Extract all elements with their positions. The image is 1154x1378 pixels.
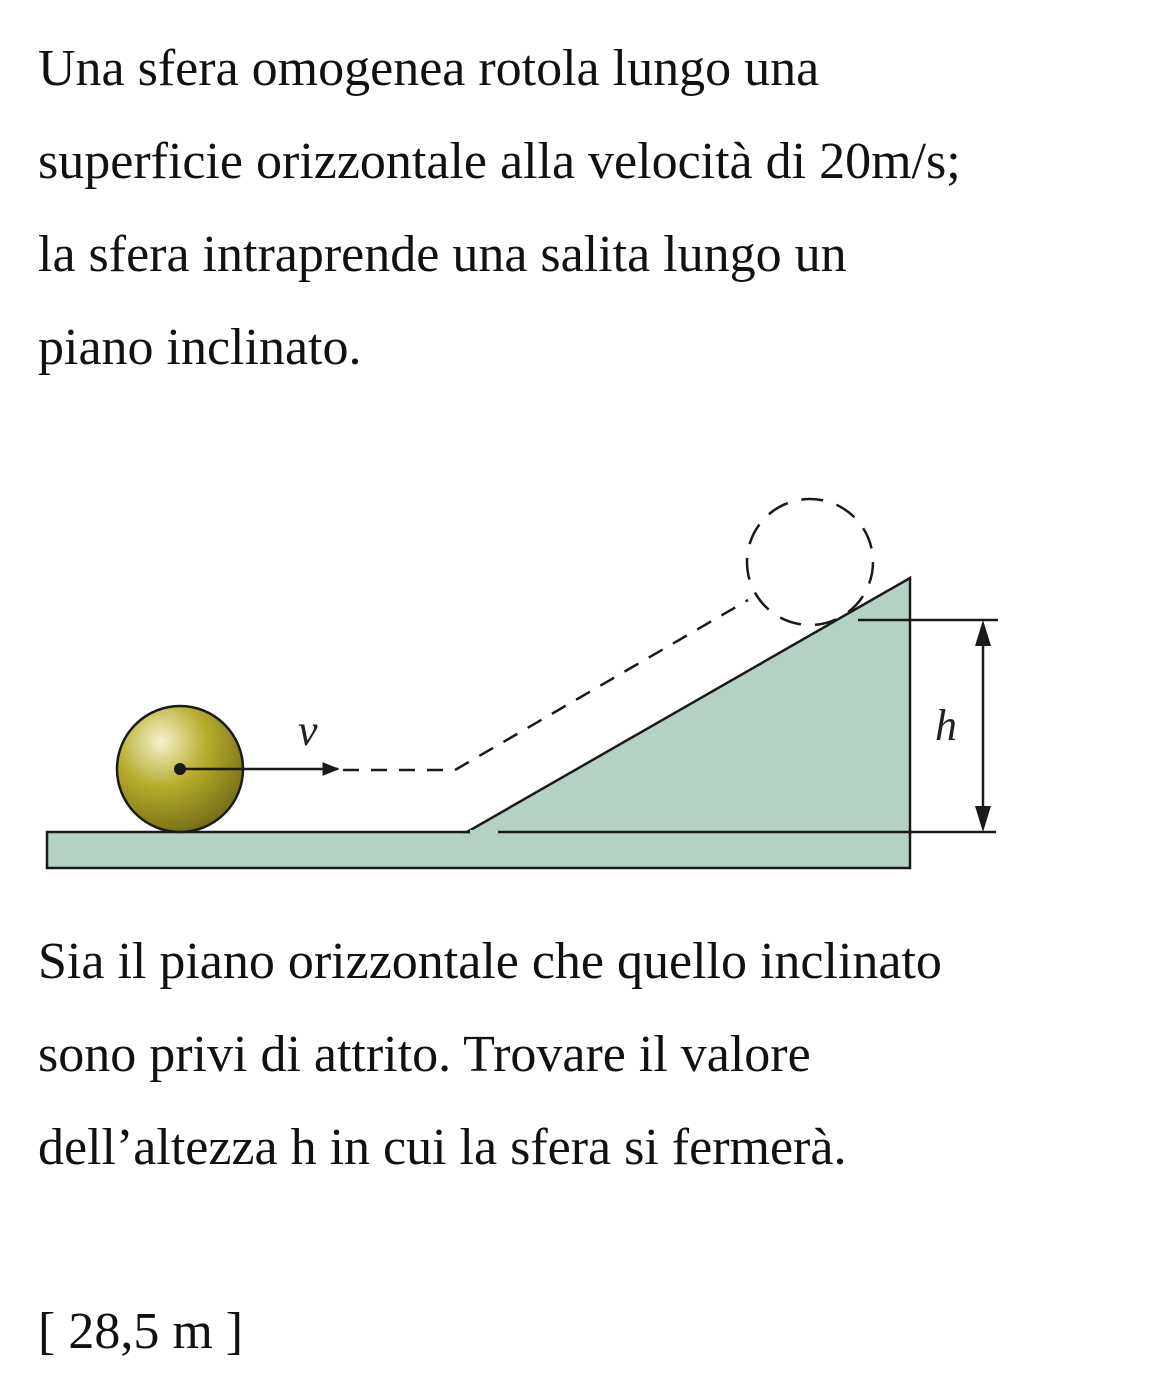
question-line-2: sono privi di attrito. Trovare il valore [38,1026,811,1083]
final-ball-position [747,499,873,625]
intro-line-3: la sfera intraprende una salita lungo un [38,226,847,283]
answer: [ 28,5 m ] [38,1303,244,1360]
height-label: h [935,701,957,750]
intro-line-4: piano inclinato. [38,319,362,376]
horizontal-floor [47,832,910,868]
problem-intro [38,22,1128,394]
question-line-3: dell’altezza h in cui la sfera si fermerà. [38,1119,847,1176]
intro-line-2: superficie orizzontale alla velocità di 20m/s; [38,133,961,190]
velocity-label: v [298,706,318,755]
inclined-plane-figure [0,470,1154,890]
intro-line-1: Una sfera omogenea rotola lungo una [38,40,820,97]
problem-question [38,915,1128,1194]
inclined-ramp [467,578,910,832]
question-line-1: Sia il piano orizzontale che quello inclinato [38,933,942,990]
